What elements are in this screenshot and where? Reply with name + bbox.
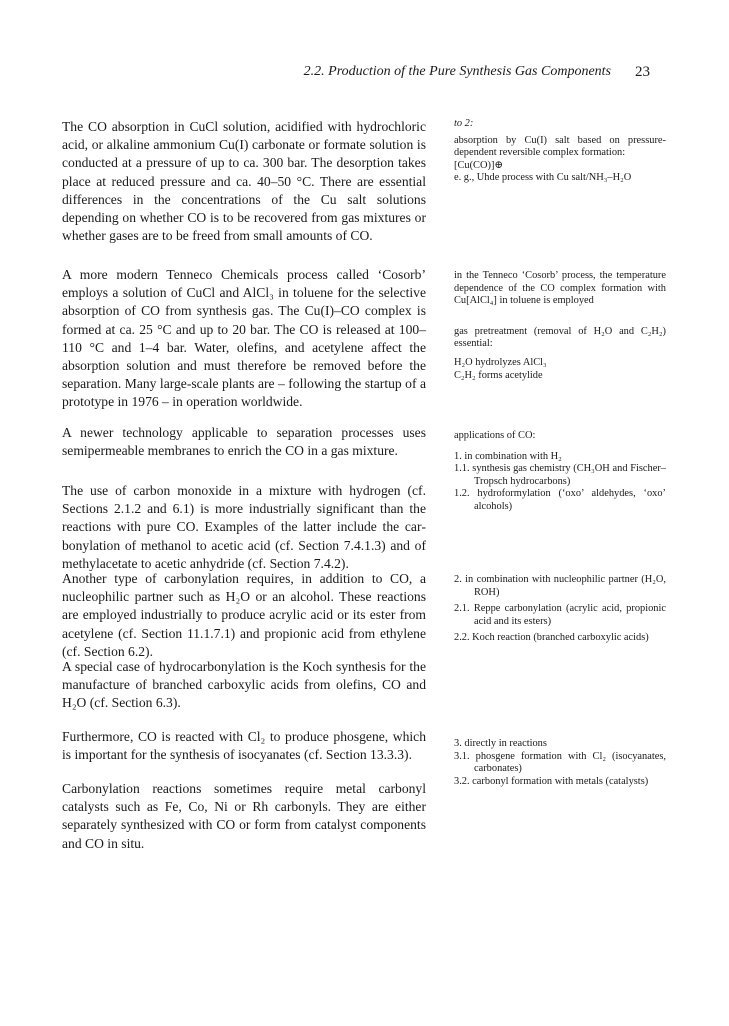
margin-note-text: C₂H₂ forms acetylide	[454, 369, 543, 381]
page-header	[0, 64, 729, 84]
list-item: 2.2. Koch reaction (branched carboxylic acids)	[454, 632, 649, 644]
paragraph-cuc-absorption: The CO absorption in CuCl solution, acidified with hydrochloric acid, or alkaline ammonium Cu(I) carbonate or formate solution is conducted at a pressure of up to ca. 300 bar. The desorption takes place at reduced pressure and ca. 40–50 °C. There are essential differences in the concentrations of the Cu salt solutions depending on whether CO is to be recovered from gas mixtures or whether gases are to be freed from small amounts of CO.	[62, 119, 426, 244]
list-item: 3. directly in reactions	[454, 738, 547, 749]
margin-note-cosorb	[454, 270, 666, 382]
running-title: 2.2. Production of the Pure Synthesis Gas Components	[303, 64, 611, 79]
list-item: 3.1. phosgene formation with Cl₂ (isocyanates, carbonates)	[454, 750, 666, 775]
margin-note-absorption	[454, 118, 666, 185]
paragraph-membranes: A newer technology applicable to separation processes uses semipermeable membranes to enrich the CO in a gas mixture.	[62, 425, 426, 459]
margin-note-text: e. g., Uhde process with Cu salt/NH₃–H₂O	[454, 172, 632, 184]
paragraph-metal-carbonyls: Carbonylation reactions sometimes require metal carbonyl catalysts such as Fe, Co, Ni or Rh carbonyls. They are either separately synthesized with CO or form from catalyst components and CO in situ.	[62, 781, 426, 851]
margin-note-text: absorption by Cu(I) salt based on pressure-dependent reversible complex formation:	[454, 134, 666, 159]
list-item: 1. in combination with H₂	[454, 450, 562, 462]
list-item: 2.1. Reppe carbonylation (acrylic acid, propionic acid and its esters)	[454, 603, 666, 627]
margin-note-heading: applications of CO:	[454, 430, 536, 441]
paragraph-carbonylation-nucleophile: Another type of carbonylation requires, in addition to CO, a nucleophilic partner such as H₂O or an alcohol. These reactions are employed industrially to produce acrylic acid or its ester from acetylene (cf. Section 11.1.7.1) and propionic acid from ethylene (cf. Section 6.2).	[62, 571, 426, 659]
page-number: 23	[635, 64, 650, 80]
margin-note-text: gas pretreatment (removal of H₂O and C₂H₂) essential:	[454, 325, 666, 350]
list-item: 1.1. synthesis gas chemistry (CH₃OH and Fischer–Tropsch hydrocarbons)	[454, 463, 666, 487]
margin-note-nucleophile	[454, 574, 666, 645]
list-item: 3.2. carbonyl formation with metals (catalysts)	[454, 775, 649, 787]
margin-note-applications	[454, 430, 666, 514]
paragraph-phosgene: Furthermore, CO is reacted with Cl₂ to produce phosgene, which is important for the synthesis of isocyanates (cf. Section 13.3.3).	[62, 729, 426, 763]
margin-note-heading: to 2:	[454, 118, 474, 129]
margin-note-direct	[454, 738, 666, 788]
paragraph-cosorb-process: A more modern Tenneco Chemicals process called ‘Cosorb’ employs a solution of CuCl and AlCl₃ in toluene for the selective absorption of CO from synthesis gas. The Cu(I)–CO complex is formed at ca. 25 °C and up to 20 bar. The CO is released at 100–110 °C and 1–4 bar. Water, olefins, and acetylene affect the absorption solution and must therefore be removed before the separation. Many large-scale plants are – following the startup of a prototype in 1976 – in operation worldwide.	[62, 267, 426, 410]
margin-note-text: in the Tenneco ‘Cosorb’ process, the temperature dependence of the CO complex formation with Cu[AlCl₄] in toluene is employed	[454, 270, 666, 307]
list-item: 2. in combination with nucleophilic partner (H₂O, ROH)	[454, 574, 666, 598]
list-item: 1.2. hydroformylation (‘oxo’ aldehydes, ‘oxo’ alcohols)	[454, 488, 666, 512]
paragraph-koch-synthesis: A special case of hydrocarbonylation is the Koch synthesis for the manufacture of branched carboxylic acids from olefins, CO and H₂O (cf. Section 6.3).	[62, 659, 426, 711]
margin-note-formula: [Cu(CO)]⊕	[454, 159, 504, 171]
paragraph-co-hydrogen: The use of carbon monoxide in a mixture with hydrogen (cf. Sections 2.1.2 and 6.1) is more industrially significant than the reactions with pure CO. Examples of the latter include the carbonylation of methanol to acetic acid (cf. Section 7.4.1.3) and of methylacetate to acetic anhydride (cf. Section 7.4.2).	[62, 483, 426, 571]
margin-note-text: H₂O hydrolyzes AlCl₃	[454, 356, 547, 368]
